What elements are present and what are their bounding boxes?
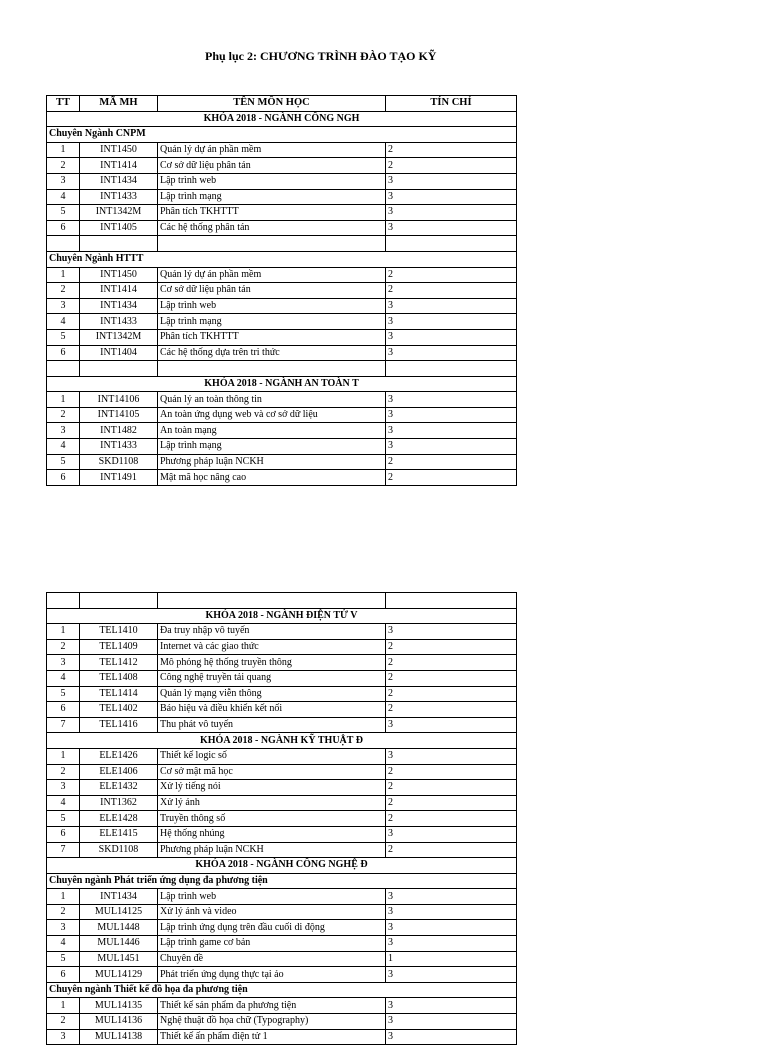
header-ma-mh: MÃ MH bbox=[80, 96, 158, 112]
cell-ten-mon-hoc: Phương pháp luận NCKH bbox=[158, 454, 386, 470]
header-tt: TT bbox=[47, 96, 80, 112]
cell-tt: 5 bbox=[47, 454, 80, 470]
cell-ten-mon-hoc: Phát triển ứng dụng thực tại ảo bbox=[158, 967, 386, 983]
cell-ten-mon-hoc: Lập trình web bbox=[158, 173, 386, 189]
blank-cell bbox=[80, 236, 158, 252]
cell-ma-mh: TEL1414 bbox=[80, 686, 158, 702]
cell-tin-chi: 3 bbox=[386, 392, 517, 408]
cell-tin-chi: 1 bbox=[386, 951, 517, 967]
cell-tin-chi: 3 bbox=[386, 189, 517, 205]
cell-ma-mh: INT1433 bbox=[80, 439, 158, 455]
page-title: Phụ lục 2: CHƯƠNG TRÌNH ĐÀO TẠO KỸ bbox=[205, 49, 437, 63]
cell-ten-mon-hoc: Lập trình ứng dụng trên đầu cuối di động bbox=[158, 920, 386, 936]
cell-tt: 1 bbox=[47, 748, 80, 764]
cell-tin-chi: 2 bbox=[386, 842, 517, 858]
cell-tin-chi: 2 bbox=[386, 639, 517, 655]
cell-tin-chi: 2 bbox=[386, 795, 517, 811]
cell-ma-mh: TEL1412 bbox=[80, 655, 158, 671]
table-row bbox=[47, 795, 517, 811]
cell-tt: 2 bbox=[47, 1014, 80, 1030]
cell-tin-chi: 3 bbox=[386, 967, 517, 983]
cell-ma-mh: TEL1409 bbox=[80, 639, 158, 655]
cell-tin-chi: 2 bbox=[386, 655, 517, 671]
cell-tt: 2 bbox=[47, 283, 80, 299]
cell-ma-mh: INT1450 bbox=[80, 267, 158, 283]
cell-ma-mh: INT1414 bbox=[80, 158, 158, 174]
cell-tin-chi: 3 bbox=[386, 345, 517, 361]
blank-cell bbox=[386, 236, 517, 252]
cell-ma-mh: TEL1402 bbox=[80, 702, 158, 718]
cell-tt: 5 bbox=[47, 811, 80, 827]
blank-cell bbox=[80, 361, 158, 377]
header-ten-mon-hoc: TÊN MÔN HỌC bbox=[158, 96, 386, 112]
cell-ma-mh: MUL14125 bbox=[80, 904, 158, 920]
cell-tt: 3 bbox=[47, 1029, 80, 1045]
cell-ten-mon-hoc: Quản lý dự án phần mềm bbox=[158, 142, 386, 158]
table-row bbox=[47, 1029, 517, 1045]
cell-ten-mon-hoc: Các hệ thống dựa trên tri thức bbox=[158, 345, 386, 361]
cell-ten-mon-hoc: Cơ sở dữ liệu phân tán bbox=[158, 283, 386, 299]
blank-cell bbox=[47, 593, 80, 609]
cell-ten-mon-hoc: Phân tích TKHTTT bbox=[158, 205, 386, 221]
section-row bbox=[47, 111, 517, 127]
table-row bbox=[47, 407, 517, 423]
table-row bbox=[47, 470, 517, 486]
cell-tt: 3 bbox=[47, 655, 80, 671]
cell-tin-chi: 3 bbox=[386, 936, 517, 952]
table-viewport-1[interactable] bbox=[46, 95, 472, 487]
table-row bbox=[47, 826, 517, 842]
table-row bbox=[47, 998, 517, 1014]
blank-row bbox=[47, 361, 517, 377]
cell-tt: 2 bbox=[47, 639, 80, 655]
cell-tt: 4 bbox=[47, 314, 80, 330]
cell-ten-mon-hoc: Truyền thông số bbox=[158, 811, 386, 827]
cell-tt: 6 bbox=[47, 470, 80, 486]
cell-tin-chi: 3 bbox=[386, 920, 517, 936]
cell-tin-chi: 3 bbox=[386, 220, 517, 236]
cell-ten-mon-hoc: Lập trình mạng bbox=[158, 189, 386, 205]
cell-ten-mon-hoc: Mật mã học nâng cao bbox=[158, 470, 386, 486]
cell-ten-mon-hoc: Xử lý tiếng nói bbox=[158, 780, 386, 796]
cell-ma-mh: MUL1448 bbox=[80, 920, 158, 936]
cell-tt: 2 bbox=[47, 407, 80, 423]
cell-tt: 1 bbox=[47, 267, 80, 283]
cell-ma-mh: SKD1108 bbox=[80, 454, 158, 470]
table-row bbox=[47, 686, 517, 702]
cell-tt: 1 bbox=[47, 142, 80, 158]
cell-tin-chi: 2 bbox=[386, 158, 517, 174]
cell-ten-mon-hoc: Thiết kế ấn phẩm điện tử 1 bbox=[158, 1029, 386, 1045]
table-row bbox=[47, 951, 517, 967]
blank-cell bbox=[80, 593, 158, 609]
cell-tin-chi: 3 bbox=[386, 205, 517, 221]
cell-tin-chi: 3 bbox=[386, 407, 517, 423]
blank-cell bbox=[158, 236, 386, 252]
cell-tt: 1 bbox=[47, 889, 80, 905]
table-row bbox=[47, 298, 517, 314]
cell-ma-mh: INT1434 bbox=[80, 889, 158, 905]
cell-ma-mh: INT1404 bbox=[80, 345, 158, 361]
cell-ten-mon-hoc: Thu phát vô tuyến bbox=[158, 717, 386, 733]
table-row bbox=[47, 439, 517, 455]
subsection-title: Chuyên Ngành HTTT bbox=[47, 251, 517, 267]
blank-cell bbox=[386, 361, 517, 377]
cell-ma-mh: ELE1428 bbox=[80, 811, 158, 827]
table-row bbox=[47, 842, 517, 858]
cell-ten-mon-hoc: Internet và các giao thức bbox=[158, 639, 386, 655]
cell-tin-chi: 3 bbox=[386, 329, 517, 345]
section-row bbox=[47, 858, 517, 874]
table-row bbox=[47, 173, 517, 189]
cell-tin-chi: 3 bbox=[386, 1014, 517, 1030]
table-row bbox=[47, 1014, 517, 1030]
table-row bbox=[47, 329, 517, 345]
cell-ma-mh: INT1342M bbox=[80, 329, 158, 345]
cell-ma-mh: MUL14136 bbox=[80, 1014, 158, 1030]
cell-ma-mh: INT1450 bbox=[80, 142, 158, 158]
cell-ten-mon-hoc: An toàn ứng dụng web và cơ sở dữ liệu bbox=[158, 407, 386, 423]
cell-tin-chi: 3 bbox=[386, 439, 517, 455]
cell-tt: 1 bbox=[47, 998, 80, 1014]
cell-tin-chi: 3 bbox=[386, 748, 517, 764]
cell-tin-chi: 2 bbox=[386, 764, 517, 780]
cell-tin-chi: 2 bbox=[386, 267, 517, 283]
cell-tt: 5 bbox=[47, 951, 80, 967]
blank-cell bbox=[47, 361, 80, 377]
cell-ten-mon-hoc: Công nghệ truyền tải quang bbox=[158, 670, 386, 686]
cell-tin-chi: 3 bbox=[386, 173, 517, 189]
table-row bbox=[47, 904, 517, 920]
table-viewport-2[interactable] bbox=[46, 592, 436, 1042]
cell-tt: 3 bbox=[47, 780, 80, 796]
table-row bbox=[47, 283, 517, 299]
cell-ten-mon-hoc: Hệ thống nhúng bbox=[158, 826, 386, 842]
cell-tin-chi: 3 bbox=[386, 423, 517, 439]
section-row bbox=[47, 608, 517, 624]
cell-ten-mon-hoc: Xử lý ảnh và video bbox=[158, 904, 386, 920]
table-row bbox=[47, 624, 517, 640]
cell-ma-mh: INT1482 bbox=[80, 423, 158, 439]
blank-row bbox=[47, 236, 517, 252]
table-row bbox=[47, 142, 517, 158]
cell-ma-mh: MUL14138 bbox=[80, 1029, 158, 1045]
cell-ten-mon-hoc: Quản lý an toàn thông tin bbox=[158, 392, 386, 408]
cell-ma-mh: MUL14135 bbox=[80, 998, 158, 1014]
section-title: KHÓA 2018 - NGÀNH CÔNG NGHỆ Đ bbox=[47, 858, 517, 874]
cell-tt: 2 bbox=[47, 158, 80, 174]
cell-tt: 1 bbox=[47, 392, 80, 408]
table-row bbox=[47, 811, 517, 827]
table-row bbox=[47, 392, 517, 408]
subsection-row bbox=[47, 127, 517, 143]
section-title: KHÓA 2018 - NGÀNH AN TOÀN T bbox=[47, 376, 517, 392]
cell-ten-mon-hoc: Thiết kế logic số bbox=[158, 748, 386, 764]
section-row bbox=[47, 376, 517, 392]
cell-tin-chi: 2 bbox=[386, 470, 517, 486]
cell-ten-mon-hoc: Xử lý ảnh bbox=[158, 795, 386, 811]
cell-tt: 5 bbox=[47, 686, 80, 702]
cell-ten-mon-hoc: Các hệ thống phân tán bbox=[158, 220, 386, 236]
table-row bbox=[47, 764, 517, 780]
cell-ma-mh: SKD1108 bbox=[80, 842, 158, 858]
table-row bbox=[47, 454, 517, 470]
cell-tin-chi: 3 bbox=[386, 717, 517, 733]
cell-tin-chi: 3 bbox=[386, 826, 517, 842]
cell-tt: 2 bbox=[47, 904, 80, 920]
section-title: KHÓA 2018 - NGÀNH KỸ THUẬT Đ bbox=[47, 733, 517, 749]
cell-tin-chi: 2 bbox=[386, 454, 517, 470]
table-row bbox=[47, 655, 517, 671]
curriculum-table-1 bbox=[46, 95, 517, 486]
cell-ten-mon-hoc: Thiết kế sản phẩm đa phương tiện bbox=[158, 998, 386, 1014]
cell-ma-mh: INT14106 bbox=[80, 392, 158, 408]
cell-ma-mh: INT1433 bbox=[80, 189, 158, 205]
cell-tin-chi: 2 bbox=[386, 142, 517, 158]
cell-tt: 1 bbox=[47, 624, 80, 640]
cell-ten-mon-hoc: Lập trình web bbox=[158, 889, 386, 905]
cell-tin-chi: 2 bbox=[386, 780, 517, 796]
cell-tt: 6 bbox=[47, 826, 80, 842]
cell-ma-mh: ELE1432 bbox=[80, 780, 158, 796]
cell-ma-mh: INT1362 bbox=[80, 795, 158, 811]
cell-tin-chi: 3 bbox=[386, 998, 517, 1014]
cell-ma-mh: ELE1426 bbox=[80, 748, 158, 764]
cell-ten-mon-hoc: Lập trình game cơ bản bbox=[158, 936, 386, 952]
blank-row bbox=[47, 593, 517, 609]
cell-ma-mh: MUL1451 bbox=[80, 951, 158, 967]
table-row bbox=[47, 205, 517, 221]
subsection-row bbox=[47, 873, 517, 889]
blank-cell bbox=[386, 593, 517, 609]
cell-ten-mon-hoc: Phương pháp luận NCKH bbox=[158, 842, 386, 858]
cell-ten-mon-hoc: An toàn mạng bbox=[158, 423, 386, 439]
cell-tin-chi: 3 bbox=[386, 1029, 517, 1045]
cell-ma-mh: INT1491 bbox=[80, 470, 158, 486]
subsection-title: Chuyên Ngành CNPM bbox=[47, 127, 517, 143]
cell-ten-mon-hoc: Cơ sở mật mã học bbox=[158, 764, 386, 780]
cell-ten-mon-hoc: Nghệ thuật đồ họa chữ (Typography) bbox=[158, 1014, 386, 1030]
blank-cell bbox=[47, 236, 80, 252]
cell-tt: 6 bbox=[47, 967, 80, 983]
cell-tt: 7 bbox=[47, 717, 80, 733]
table-row bbox=[47, 967, 517, 983]
table-row bbox=[47, 267, 517, 283]
table-row bbox=[47, 702, 517, 718]
table-row bbox=[47, 345, 517, 361]
cell-tt: 4 bbox=[47, 670, 80, 686]
section-row bbox=[47, 733, 517, 749]
cell-ma-mh: TEL1410 bbox=[80, 624, 158, 640]
section-title: KHÓA 2018 - NGÀNH CÔNG NGH bbox=[47, 111, 517, 127]
cell-ma-mh: TEL1408 bbox=[80, 670, 158, 686]
cell-ten-mon-hoc: Lập trình web bbox=[158, 298, 386, 314]
cell-tt: 4 bbox=[47, 795, 80, 811]
cell-tt: 3 bbox=[47, 298, 80, 314]
cell-ma-mh: INT1434 bbox=[80, 173, 158, 189]
subsection-title: Chuyên ngành Phát triển ứng dụng đa phương tiện bbox=[47, 873, 517, 889]
cell-tt: 6 bbox=[47, 702, 80, 718]
cell-ma-mh: INT1433 bbox=[80, 314, 158, 330]
cell-ma-mh: INT14105 bbox=[80, 407, 158, 423]
table-row bbox=[47, 314, 517, 330]
cell-ma-mh: ELE1415 bbox=[80, 826, 158, 842]
cell-tt: 2 bbox=[47, 764, 80, 780]
cell-ma-mh: INT1414 bbox=[80, 283, 158, 299]
cell-tin-chi: 2 bbox=[386, 811, 517, 827]
cell-ten-mon-hoc: Quản lý dự án phần mềm bbox=[158, 267, 386, 283]
cell-ten-mon-hoc: Quản lý mạng viễn thông bbox=[158, 686, 386, 702]
cell-tt: 3 bbox=[47, 423, 80, 439]
cell-tin-chi: 2 bbox=[386, 670, 517, 686]
header-tin-chi: TÍN CHỈ bbox=[386, 96, 517, 112]
cell-tt: 4 bbox=[47, 936, 80, 952]
subsection-row bbox=[47, 982, 517, 998]
cell-ten-mon-hoc: Phân tích TKHTTT bbox=[158, 329, 386, 345]
cell-tin-chi: 3 bbox=[386, 314, 517, 330]
cell-ma-mh: INT1405 bbox=[80, 220, 158, 236]
header-row bbox=[47, 96, 517, 112]
cell-ten-mon-hoc: Mô phỏng hệ thống truyền thông bbox=[158, 655, 386, 671]
cell-ten-mon-hoc: Cơ sở dữ liệu phân tán bbox=[158, 158, 386, 174]
table-row bbox=[47, 920, 517, 936]
table-row bbox=[47, 158, 517, 174]
table-row bbox=[47, 189, 517, 205]
cell-ma-mh: INT1434 bbox=[80, 298, 158, 314]
cell-tt: 4 bbox=[47, 189, 80, 205]
table-row bbox=[47, 748, 517, 764]
table-row bbox=[47, 936, 517, 952]
cell-ten-mon-hoc: Đa truy nhập vô tuyến bbox=[158, 624, 386, 640]
curriculum-table-2 bbox=[46, 592, 517, 1045]
cell-ma-mh: TEL1416 bbox=[80, 717, 158, 733]
cell-ma-mh: ELE1406 bbox=[80, 764, 158, 780]
table-row bbox=[47, 889, 517, 905]
section-title: KHÓA 2018 - NGÀNH ĐIỆN TỬ V bbox=[47, 608, 517, 624]
cell-tin-chi: 3 bbox=[386, 889, 517, 905]
blank-cell bbox=[158, 361, 386, 377]
table-row bbox=[47, 717, 517, 733]
cell-tt: 3 bbox=[47, 173, 80, 189]
cell-tt: 5 bbox=[47, 329, 80, 345]
cell-tin-chi: 2 bbox=[386, 702, 517, 718]
subsection-row bbox=[47, 251, 517, 267]
table-row bbox=[47, 670, 517, 686]
cell-tt: 3 bbox=[47, 920, 80, 936]
cell-tt: 6 bbox=[47, 220, 80, 236]
cell-tin-chi: 3 bbox=[386, 298, 517, 314]
cell-tt: 4 bbox=[47, 439, 80, 455]
cell-ma-mh: INT1342M bbox=[80, 205, 158, 221]
cell-ten-mon-hoc: Lập trình mạng bbox=[158, 439, 386, 455]
table-row bbox=[47, 780, 517, 796]
cell-ma-mh: MUL1446 bbox=[80, 936, 158, 952]
cell-ten-mon-hoc: Báo hiệu và điều khiển kết nối bbox=[158, 702, 386, 718]
cell-tin-chi: 2 bbox=[386, 686, 517, 702]
cell-ten-mon-hoc: Lập trình mạng bbox=[158, 314, 386, 330]
cell-tt: 6 bbox=[47, 345, 80, 361]
cell-tin-chi: 3 bbox=[386, 624, 517, 640]
blank-cell bbox=[158, 593, 386, 609]
cell-tin-chi: 3 bbox=[386, 904, 517, 920]
table-row bbox=[47, 220, 517, 236]
cell-ma-mh: MUL14129 bbox=[80, 967, 158, 983]
cell-tt: 5 bbox=[47, 205, 80, 221]
table-row bbox=[47, 639, 517, 655]
cell-tt: 7 bbox=[47, 842, 80, 858]
subsection-title: Chuyên ngành Thiết kế đồ họa đa phương tiện bbox=[47, 982, 517, 998]
table-row bbox=[47, 423, 517, 439]
cell-tin-chi: 2 bbox=[386, 283, 517, 299]
cell-ten-mon-hoc: Chuyên đề bbox=[158, 951, 386, 967]
